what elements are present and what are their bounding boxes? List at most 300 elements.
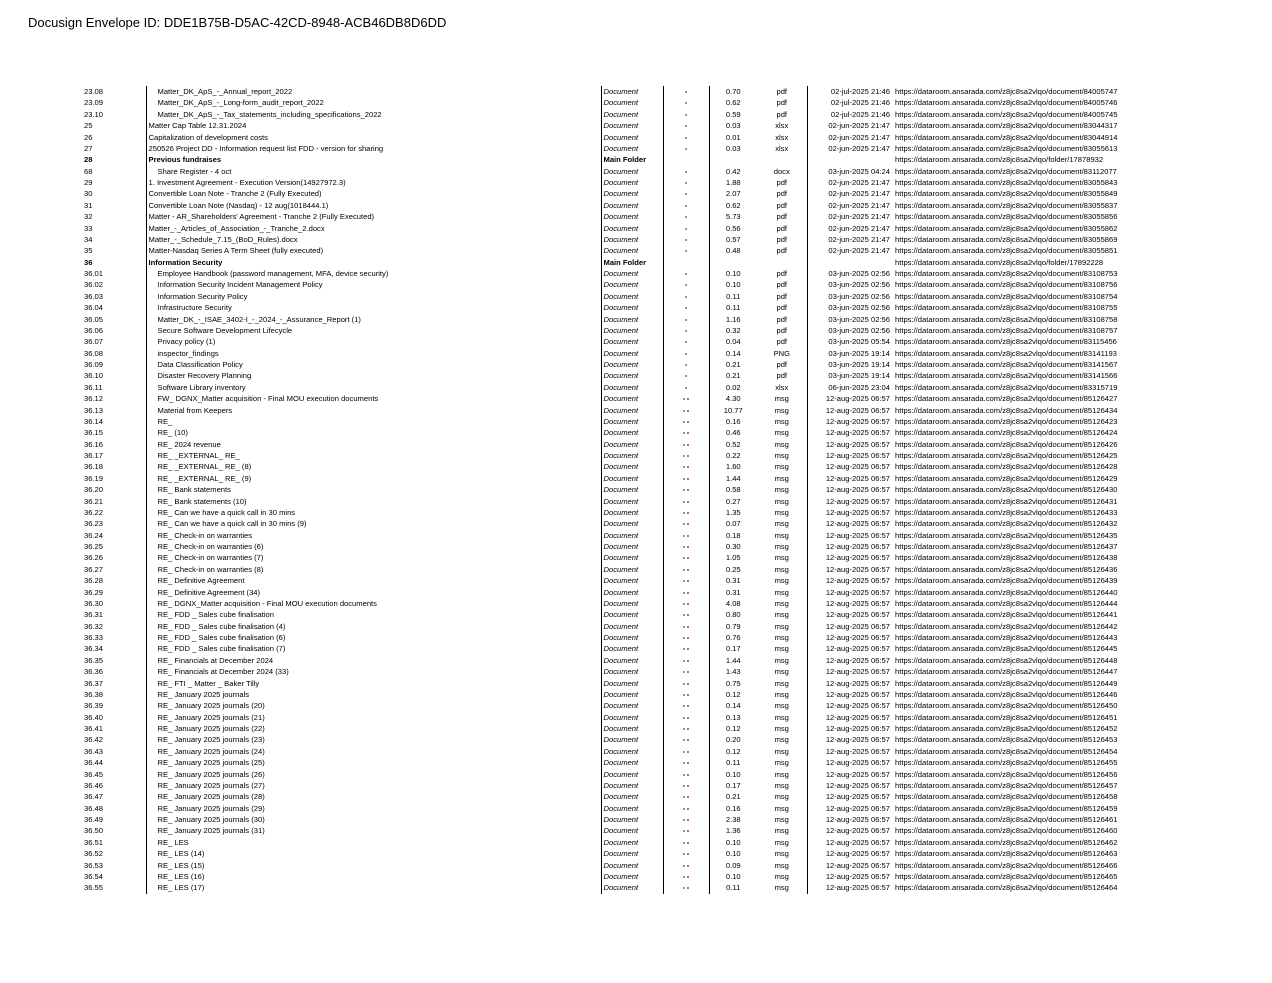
status-icons xyxy=(663,325,709,336)
file-size: 10.77 xyxy=(709,405,757,416)
red-dot-icon xyxy=(687,603,689,605)
file-size: 0.12 xyxy=(709,689,757,700)
table-row[interactable] xyxy=(0,803,1272,814)
document-link[interactable]: https://dataroom.ansarada.com/z8jc8sa2vlqo/document/85126428 xyxy=(895,462,1118,472)
document-link[interactable]: https://dataroom.ansarada.com/z8jc8sa2vlqo/document/85126447 xyxy=(895,667,1118,677)
document-link[interactable]: https://dataroom.ansarada.com/z8jc8sa2vlqo/document/85126439 xyxy=(895,576,1118,586)
item-name[interactable]: Infrastructure Security xyxy=(146,302,601,313)
item-name[interactable]: RE_ January 2025 journals (21) xyxy=(146,712,601,723)
document-link[interactable]: https://dataroom.ansarada.com/z8jc8sa2vlqo/document/85126433 xyxy=(895,507,1118,517)
table-row[interactable] xyxy=(0,302,1272,313)
status-icons xyxy=(663,769,709,780)
table-row[interactable] xyxy=(0,348,1272,359)
file-extension: msg xyxy=(774,780,789,790)
document-link[interactable]: https://dataroom.ansarada.com/z8jc8sa2vlqo/document/85126451 xyxy=(895,712,1118,722)
table-row[interactable] xyxy=(0,166,1272,177)
table-row[interactable] xyxy=(0,541,1272,552)
row-index: 36.37 xyxy=(84,678,104,688)
green-dot-icon xyxy=(683,853,685,855)
item-name[interactable]: Secure Software Development Lifecycle xyxy=(146,325,601,336)
red-dot-icon xyxy=(687,592,689,594)
document-link[interactable]: https://dataroom.ansarada.com/z8jc8sa2vlqo/document/83055862 xyxy=(895,223,1118,233)
document-link[interactable]: https://dataroom.ansarada.com/z8jc8sa2vlqo/document/85126425 xyxy=(895,451,1118,460)
document-link[interactable]: https://dataroom.ansarada.com/z8jc8sa2vlqo/document/85126434 xyxy=(895,405,1118,415)
item-name[interactable]: Privacy policy (1) xyxy=(146,336,601,347)
file-size: 1.16 xyxy=(709,314,757,325)
table-row[interactable] xyxy=(0,666,1272,677)
document-link[interactable]: https://dataroom.ansarada.com/z8jc8sa2vlqo/document/83055849 xyxy=(895,189,1118,199)
item-type: Document xyxy=(601,325,663,336)
file-size: 0.79 xyxy=(709,621,757,632)
item-name[interactable]: RE_ FDD _ Sales cube finalisation xyxy=(146,609,601,620)
table-row[interactable] xyxy=(0,507,1272,518)
document-link[interactable]: https://dataroom.ansarada.com/z8jc8sa2vlqo/document/83141193 xyxy=(895,348,1117,358)
file-extension: pdf xyxy=(776,269,788,278)
file-extension: msg xyxy=(774,587,789,597)
table-row[interactable] xyxy=(0,689,1272,700)
item-name[interactable]: RE_ Bank statements xyxy=(146,484,601,495)
document-link[interactable]: https://dataroom.ansarada.com/z8jc8sa2vlqo/document/85126426 xyxy=(895,439,1118,449)
item-name[interactable]: FW_ DGNX_Matter acquisition - Final MOU execution documents xyxy=(146,393,601,404)
document-link[interactable]: https://dataroom.ansarada.com/z8jc8sa2vlqo/document/85126462 xyxy=(895,837,1118,847)
item-type: Document xyxy=(601,291,663,302)
item-name[interactable]: Capitalization of development costs xyxy=(146,132,601,143)
status-icons xyxy=(663,632,709,643)
document-link[interactable]: https://dataroom.ansarada.com/z8jc8sa2vlqo/document/85126443 xyxy=(895,633,1118,642)
table-row[interactable] xyxy=(0,405,1272,416)
table-row[interactable] xyxy=(0,678,1272,689)
green-dot-icon xyxy=(683,432,685,434)
item-type: Document xyxy=(601,302,663,313)
document-link[interactable]: https://dataroom.ansarada.com/z8jc8sa2vlqo/document/83055851 xyxy=(895,246,1118,256)
document-link[interactable]: https://dataroom.ansarada.com/z8jc8sa2vlqo/document/85126435 xyxy=(895,530,1118,540)
green-dot-icon xyxy=(683,683,685,685)
file-size: 0.11 xyxy=(709,757,757,768)
status-icons xyxy=(663,188,709,199)
item-name[interactable]: Previous fundraises xyxy=(146,154,601,165)
table-row[interactable] xyxy=(0,814,1272,825)
document-link[interactable]: https://dataroom.ansarada.com/z8jc8sa2vlqo/document/85126436 xyxy=(895,564,1118,574)
file-size: 0.30 xyxy=(709,541,757,552)
item-name[interactable]: RE_ xyxy=(146,416,601,427)
document-link[interactable]: https://dataroom.ansarada.com/z8jc8sa2vlqo/document/85126440 xyxy=(895,587,1118,597)
upload-date: 03-jun-2025 02:56 xyxy=(807,302,893,313)
item-name[interactable]: Data Classification Policy xyxy=(146,359,601,370)
item-name[interactable]: Matter - AR_Shareholders' Agreement - Tranche 2 (Fully Executed) xyxy=(146,211,601,222)
row-index: 31 xyxy=(84,200,93,210)
table-row[interactable] xyxy=(0,496,1272,507)
table-row[interactable] xyxy=(0,245,1272,256)
item-name[interactable]: RE_ January 2025 journals (25) xyxy=(146,757,601,768)
item-name[interactable]: RE_ DGNX_Matter acquisition - Final MOU execution documents xyxy=(146,598,601,609)
item-type: Document xyxy=(601,769,663,780)
upload-date: 06-jun-2025 23:04 xyxy=(807,382,893,393)
item-name[interactable]: Information Security Policy xyxy=(146,291,601,302)
item-type: Document xyxy=(601,609,663,620)
table-row[interactable] xyxy=(0,746,1272,757)
document-link[interactable]: https://dataroom.ansarada.com/z8jc8sa2vlqo/document/85126441 xyxy=(895,610,1118,620)
file-extension: msg xyxy=(774,394,789,404)
table-row[interactable] xyxy=(0,314,1272,325)
item-name[interactable]: RE_ FTI _ Matter _ Baker Tilly xyxy=(146,678,601,689)
document-link[interactable]: https://dataroom.ansarada.com/z8jc8sa2vlqo/document/85126461 xyxy=(895,815,1118,824)
table-row[interactable] xyxy=(0,791,1272,802)
document-link[interactable]: https://dataroom.ansarada.com/z8jc8sa2vlqo/document/84005745 xyxy=(895,109,1118,119)
document-link[interactable]: https://dataroom.ansarada.com/z8jc8sa2vlqo/document/83055856 xyxy=(895,212,1118,222)
document-link[interactable]: https://dataroom.ansarada.com/z8jc8sa2vlqo/document/83108757 xyxy=(895,325,1118,335)
item-name[interactable]: RE_ January 2025 journals xyxy=(146,689,601,700)
document-link[interactable]: https://dataroom.ansarada.com/z8jc8sa2vlqo/document/83055613 xyxy=(895,143,1118,153)
upload-date: 12-aug-2025 06:57 xyxy=(807,678,893,689)
red-dot-icon xyxy=(687,648,689,650)
item-name[interactable]: 1. Investment Agreement - Execution Version(14927972.3) xyxy=(146,177,601,188)
status-icons xyxy=(663,143,709,154)
red-dot-icon xyxy=(687,683,689,685)
item-name[interactable]: Convertible Loan Note - Tranche 2 (Fully Executed) xyxy=(146,188,601,199)
item-name[interactable]: Matter_-_Articles_of_Association_-_Tranche_2.docx xyxy=(146,223,601,234)
file-extension: msg xyxy=(774,678,789,688)
item-name[interactable]: RE_ January 2025 journals (26) xyxy=(146,769,601,780)
document-link[interactable]: https://dataroom.ansarada.com/z8jc8sa2vlqo/document/85126455 xyxy=(895,758,1118,768)
table-row[interactable] xyxy=(0,587,1272,598)
item-name[interactable]: RE_ Can we have a quick call in 30 mins xyxy=(146,507,601,518)
file-extension: msg xyxy=(774,724,789,733)
item-type: Document xyxy=(601,746,663,757)
green-dot-icon xyxy=(685,296,687,298)
upload-date: 02-jul-2025 21:46 xyxy=(807,86,893,97)
document-link[interactable]: https://dataroom.ansarada.com/z8jc8sa2vlqo/folder/17892228 xyxy=(895,257,1104,267)
document-link[interactable]: https://dataroom.ansarada.com/z8jc8sa2vlqo/document/83141566 xyxy=(895,371,1118,381)
file-extension: msg xyxy=(774,542,789,551)
table-row[interactable] xyxy=(0,450,1272,461)
table-row[interactable] xyxy=(0,530,1272,541)
document-link[interactable]: https://dataroom.ansarada.com/z8jc8sa2vlqo/document/83044914 xyxy=(895,132,1118,142)
status-icons xyxy=(663,461,709,472)
row-index: 36.11 xyxy=(84,382,103,392)
item-name[interactable]: inspector_findings xyxy=(146,348,601,359)
row-index: 36.10 xyxy=(84,371,104,381)
document-link[interactable]: https://dataroom.ansarada.com/z8jc8sa2vlqo/document/83315719 xyxy=(895,382,1118,392)
table-row[interactable] xyxy=(0,86,1272,97)
upload-date: 12-aug-2025 06:57 xyxy=(807,416,893,427)
upload-date: 02-jun-2025 21:47 xyxy=(807,177,893,188)
file-size: 0.11 xyxy=(709,291,757,302)
table-row[interactable] xyxy=(0,609,1272,620)
item-name[interactable]: RE_ January 2025 journals (31) xyxy=(146,825,601,836)
green-dot-icon xyxy=(683,751,685,753)
item-name[interactable]: Matter_DK_ApS_-_Annual_report_2022 xyxy=(146,86,601,97)
table-row[interactable] xyxy=(0,120,1272,131)
table-row[interactable] xyxy=(0,848,1272,859)
table-row[interactable] xyxy=(0,700,1272,711)
file-size: 0.10 xyxy=(709,769,757,780)
document-link[interactable]: https://dataroom.ansarada.com/z8jc8sa2vlqo/document/85126463 xyxy=(895,849,1118,859)
table-row[interactable] xyxy=(0,188,1272,199)
upload-date: 03-jun-2025 04:24 xyxy=(807,166,893,177)
table-row[interactable] xyxy=(0,234,1272,245)
file-size: 0.48 xyxy=(709,245,757,256)
table-row[interactable] xyxy=(0,211,1272,222)
table-row[interactable] xyxy=(0,416,1272,427)
row-index: 36.27 xyxy=(84,564,104,574)
item-name[interactable]: RE_ Definitive Agreement xyxy=(146,575,601,586)
item-name[interactable]: RE_ _EXTERNAL_ RE_ (9) xyxy=(146,473,601,484)
table-row[interactable] xyxy=(0,325,1272,336)
table-row[interactable] xyxy=(0,860,1272,871)
item-type: Document xyxy=(601,461,663,472)
document-link[interactable]: https://dataroom.ansarada.com/z8jc8sa2vlqo/document/83055837 xyxy=(895,200,1118,210)
green-dot-icon xyxy=(683,694,685,696)
item-name[interactable]: Software Library inventory xyxy=(146,382,601,393)
table-row[interactable] xyxy=(0,552,1272,563)
item-name[interactable]: RE_ LES (17) xyxy=(146,882,601,893)
red-dot-icon xyxy=(687,830,689,832)
table-row[interactable] xyxy=(0,598,1272,609)
item-name[interactable]: RE_ FDD _ Sales cube finalisation (7) xyxy=(146,643,601,654)
table-row[interactable] xyxy=(0,643,1272,654)
table-row[interactable] xyxy=(0,734,1272,745)
green-dot-icon xyxy=(683,501,685,503)
table-row[interactable] xyxy=(0,757,1272,768)
item-name[interactable]: RE_ 2024 revenue xyxy=(146,439,601,450)
document-link[interactable]: https://dataroom.ansarada.com/z8jc8sa2vlqo/document/85126429 xyxy=(895,473,1118,483)
item-name[interactable]: RE_ January 2025 journals (22) xyxy=(146,723,601,734)
item-name[interactable]: RE_ January 2025 journals (28) xyxy=(146,791,601,802)
document-link[interactable]: https://dataroom.ansarada.com/z8jc8sa2vlqo/document/83108755 xyxy=(895,303,1118,313)
table-row[interactable] xyxy=(0,370,1272,381)
item-name[interactable]: Matter Cap Table 12.31.2024 xyxy=(146,120,601,131)
item-name[interactable]: Employee Handbook (password management, MFA, device security) xyxy=(146,268,601,279)
red-dot-icon xyxy=(687,421,689,423)
item-name[interactable]: RE_ Bank statements (10) xyxy=(146,496,601,507)
item-name[interactable]: RE_ Check-in on warranties (6) xyxy=(146,541,601,552)
item-name[interactable]: RE_ LES xyxy=(146,837,601,848)
item-type: Document xyxy=(601,211,663,222)
item-name[interactable]: RE_ January 2025 journals (29) xyxy=(146,803,601,814)
table-row[interactable] xyxy=(0,769,1272,780)
green-dot-icon xyxy=(685,228,687,230)
upload-date: 02-jun-2025 21:47 xyxy=(807,234,893,245)
table-row[interactable] xyxy=(0,882,1272,893)
item-name[interactable]: RE_ January 2025 journals (30) xyxy=(146,814,601,825)
green-dot-icon xyxy=(683,637,685,639)
table-row[interactable] xyxy=(0,575,1272,586)
item-name[interactable]: Share Register - 4 oct xyxy=(146,166,601,177)
green-dot-icon xyxy=(683,546,685,548)
status-icons xyxy=(663,518,709,529)
green-dot-icon xyxy=(683,489,685,491)
document-link[interactable]: https://dataroom.ansarada.com/z8jc8sa2vlqo/document/85126437 xyxy=(895,542,1118,551)
table-row[interactable] xyxy=(0,393,1272,404)
upload-date xyxy=(807,154,893,165)
item-name[interactable]: Material from Keepers xyxy=(146,405,601,416)
file-extension: pdf xyxy=(776,337,788,347)
table-row[interactable] xyxy=(0,336,1272,347)
upload-date: 02-jun-2025 21:47 xyxy=(807,188,893,199)
document-link[interactable]: https://dataroom.ansarada.com/z8jc8sa2vlqo/document/84005747 xyxy=(895,87,1118,96)
item-name[interactable]: RE_ January 2025 journals (27) xyxy=(146,780,601,791)
file-extension: msg xyxy=(774,746,789,756)
document-link[interactable]: https://dataroom.ansarada.com/z8jc8sa2vlqo/document/85126450 xyxy=(895,701,1118,711)
document-link[interactable]: https://dataroom.ansarada.com/z8jc8sa2vlqo/document/85126460 xyxy=(895,826,1118,836)
item-name[interactable]: RE_ LES (15) xyxy=(146,860,601,871)
folder-row[interactable] xyxy=(0,257,1272,268)
table-row[interactable] xyxy=(0,564,1272,575)
table-row[interactable] xyxy=(0,143,1272,154)
table-row[interactable] xyxy=(0,109,1272,120)
row-index: 23.09 xyxy=(84,98,104,108)
table-row[interactable] xyxy=(0,473,1272,484)
status-icons xyxy=(663,405,709,416)
document-link[interactable]: https://dataroom.ansarada.com/z8jc8sa2vlqo/document/85126430 xyxy=(895,485,1118,495)
item-name[interactable]: RE_ Check-in on warranties (7) xyxy=(146,552,601,563)
item-name[interactable]: RE_ Check-in on warranties (8) xyxy=(146,564,601,575)
document-link[interactable]: https://dataroom.ansarada.com/z8jc8sa2vlqo/document/83044317 xyxy=(895,121,1118,131)
green-dot-icon xyxy=(683,819,685,821)
document-link[interactable]: https://dataroom.ansarada.com/z8jc8sa2vlqo/document/85126432 xyxy=(895,519,1118,529)
item-name[interactable]: 250526 Project DD - Information request list FDD - version for sharing xyxy=(146,143,601,154)
item-name[interactable]: Matter-Nasdaq Series A Term Sheet (fully executed) xyxy=(146,245,601,256)
table-row[interactable] xyxy=(0,268,1272,279)
item-name[interactable]: Convertible Loan Note (Nasdaq) - 12 aug(1018444.1) xyxy=(146,200,601,211)
status-icons xyxy=(663,370,709,381)
status-icons xyxy=(663,552,709,563)
item-name[interactable]: RE_ January 2025 journals (24) xyxy=(146,746,601,757)
folder-row[interactable] xyxy=(0,154,1272,165)
document-link[interactable]: https://dataroom.ansarada.com/z8jc8sa2vlqo/document/85126424 xyxy=(895,428,1118,438)
document-link[interactable]: https://dataroom.ansarada.com/z8jc8sa2vlqo/document/84005746 xyxy=(895,98,1118,108)
document-link[interactable]: https://dataroom.ansarada.com/z8jc8sa2vlqo/document/83108756 xyxy=(895,280,1118,290)
document-link[interactable]: https://dataroom.ansarada.com/z8jc8sa2vlqo/folder/17878932 xyxy=(895,155,1104,165)
row-index: 34 xyxy=(84,234,93,244)
table-row[interactable] xyxy=(0,359,1272,370)
document-link[interactable]: https://dataroom.ansarada.com/z8jc8sa2vlqo/document/85126454 xyxy=(895,746,1118,756)
item-name[interactable]: Matter_DK_ApS_-_Tax_statements_including_specifications_2022 xyxy=(146,109,601,120)
document-link[interactable]: https://dataroom.ansarada.com/z8jc8sa2vlqo/document/85126423 xyxy=(895,416,1118,426)
item-name[interactable]: Disaster Recovery Planning xyxy=(146,370,601,381)
table-row[interactable] xyxy=(0,712,1272,723)
table-row[interactable] xyxy=(0,461,1272,472)
table-row[interactable] xyxy=(0,177,1272,188)
item-name[interactable]: RE_ _EXTERNAL_ RE_ xyxy=(146,450,601,461)
item-name[interactable]: Matter_DK_ApS_-_Long-form_audit_report_2022 xyxy=(146,97,601,108)
document-link[interactable]: https://dataroom.ansarada.com/z8jc8sa2vlqo/document/85126457 xyxy=(895,780,1118,790)
document-link[interactable]: https://dataroom.ansarada.com/z8jc8sa2vlqo/document/85126431 xyxy=(895,496,1118,506)
document-link[interactable]: https://dataroom.ansarada.com/z8jc8sa2vlqo/document/85126459 xyxy=(895,803,1118,813)
table-row[interactable] xyxy=(0,427,1272,438)
item-name[interactable]: RE_ LES (16) xyxy=(146,871,601,882)
item-type: Document xyxy=(601,848,663,859)
table-row[interactable] xyxy=(0,484,1272,495)
table-row[interactable] xyxy=(0,279,1272,290)
document-link[interactable]: https://dataroom.ansarada.com/z8jc8sa2vlqo/document/85126445 xyxy=(895,644,1118,654)
table-row[interactable] xyxy=(0,723,1272,734)
table-row[interactable] xyxy=(0,382,1272,393)
table-row[interactable] xyxy=(0,780,1272,791)
document-link[interactable]: https://dataroom.ansarada.com/z8jc8sa2vlqo/document/85126453 xyxy=(895,735,1118,745)
document-link[interactable]: https://dataroom.ansarada.com/z8jc8sa2vlqo/document/83108753 xyxy=(895,269,1118,278)
document-link[interactable]: https://dataroom.ansarada.com/z8jc8sa2vlqo/document/85126427 xyxy=(895,394,1118,404)
document-link[interactable]: https://dataroom.ansarada.com/z8jc8sa2vlqo/document/85126438 xyxy=(895,553,1118,563)
item-name[interactable]: RE_ Financials at December 2024 (33) xyxy=(146,666,601,677)
table-row[interactable] xyxy=(0,837,1272,848)
item-name[interactable]: RE_ Definitive Agreement (34) xyxy=(146,587,601,598)
document-link[interactable]: https://dataroom.ansarada.com/z8jc8sa2vlqo/document/85126448 xyxy=(895,655,1118,665)
upload-date: 12-aug-2025 06:57 xyxy=(807,791,893,802)
table-row[interactable] xyxy=(0,518,1272,529)
item-name[interactable]: RE_ FDD _ Sales cube finalisation (6) xyxy=(146,632,601,643)
status-icons xyxy=(663,621,709,632)
item-name[interactable]: RE_ Financials at December 2024 xyxy=(146,655,601,666)
table-row[interactable] xyxy=(0,632,1272,643)
table-row[interactable] xyxy=(0,439,1272,450)
item-type: Document xyxy=(601,678,663,689)
item-name[interactable]: Matter_DK_-_ISAE_3402-I_-_2024_-_Assurance_Report (1) xyxy=(146,314,601,325)
document-link[interactable]: https://dataroom.ansarada.com/z8jc8sa2vlqo/document/85126452 xyxy=(895,724,1118,733)
table-row[interactable] xyxy=(0,655,1272,666)
item-type: Document xyxy=(601,860,663,871)
table-row[interactable] xyxy=(0,97,1272,108)
document-link[interactable]: https://dataroom.ansarada.com/z8jc8sa2vlqo/document/83108758 xyxy=(895,314,1118,324)
item-name[interactable]: RE_ _EXTERNAL_ RE_ (8) xyxy=(146,461,601,472)
file-size: 0.57 xyxy=(709,234,757,245)
table-row[interactable] xyxy=(0,132,1272,143)
green-dot-icon xyxy=(683,876,685,878)
item-name[interactable]: RE_ (10) xyxy=(146,427,601,438)
document-link[interactable]: https://dataroom.ansarada.com/z8jc8sa2vlqo/document/83141567 xyxy=(895,360,1118,369)
document-link[interactable]: https://dataroom.ansarada.com/z8jc8sa2vlqo/document/85126465 xyxy=(895,871,1118,881)
green-dot-icon xyxy=(683,444,685,446)
table-row[interactable] xyxy=(0,291,1272,302)
document-link[interactable]: https://dataroom.ansarada.com/z8jc8sa2vlqo/document/83115456 xyxy=(895,337,1117,347)
table-row[interactable] xyxy=(0,223,1272,234)
item-name[interactable]: RE_ Can we have a quick call in 30 mins (9) xyxy=(146,518,601,529)
document-link[interactable]: https://dataroom.ansarada.com/z8jc8sa2vlqo/document/83112077 xyxy=(895,166,1117,176)
table-row[interactable] xyxy=(0,825,1272,836)
document-link[interactable]: https://dataroom.ansarada.com/z8jc8sa2vlqo/document/85126446 xyxy=(895,689,1118,699)
table-row[interactable] xyxy=(0,200,1272,211)
row-index: 36.48 xyxy=(84,803,104,813)
document-link[interactable]: https://dataroom.ansarada.com/z8jc8sa2vlqo/document/85126464 xyxy=(895,883,1118,893)
item-name[interactable]: Matter_-_Schedule_7.15_(BoD_Rules).docx xyxy=(146,234,601,245)
item-name[interactable]: RE_ FDD _ Sales cube finalisation (4) xyxy=(146,621,601,632)
document-link[interactable]: https://dataroom.ansarada.com/z8jc8sa2vlqo/document/85126442 xyxy=(895,621,1118,631)
item-name[interactable]: Information Security Incident Management Policy xyxy=(146,279,601,290)
item-name[interactable]: RE_ LES (14) xyxy=(146,848,601,859)
row-index: 36.50 xyxy=(84,826,104,836)
document-link[interactable]: https://dataroom.ansarada.com/z8jc8sa2vlqo/document/83055869 xyxy=(895,234,1118,244)
document-link[interactable]: https://dataroom.ansarada.com/z8jc8sa2vlqo/document/83055843 xyxy=(895,178,1118,187)
item-name[interactable]: RE_ January 2025 journals (20) xyxy=(146,700,601,711)
document-link[interactable]: https://dataroom.ansarada.com/z8jc8sa2vlqo/document/83108754 xyxy=(895,291,1118,301)
item-name[interactable]: RE_ Check-in on warranties xyxy=(146,530,601,541)
table-row[interactable] xyxy=(0,621,1272,632)
document-link[interactable]: https://dataroom.ansarada.com/z8jc8sa2vlqo/document/85126466 xyxy=(895,860,1118,870)
table-row[interactable] xyxy=(0,871,1272,882)
status-icons xyxy=(663,837,709,848)
file-extension: pdf xyxy=(776,98,788,108)
status-icons xyxy=(663,336,709,347)
document-link[interactable]: https://dataroom.ansarada.com/z8jc8sa2vlqo/document/85126456 xyxy=(895,769,1118,779)
file-size: 0.12 xyxy=(709,723,757,734)
item-name[interactable]: RE_ January 2025 journals (23) xyxy=(146,734,601,745)
document-link[interactable]: https://dataroom.ansarada.com/z8jc8sa2vlqo/document/85126458 xyxy=(895,792,1118,802)
document-link[interactable]: https://dataroom.ansarada.com/z8jc8sa2vlqo/document/85126444 xyxy=(895,598,1118,608)
upload-date: 12-aug-2025 06:57 xyxy=(807,621,893,632)
item-name[interactable]: Information Security xyxy=(146,257,601,268)
document-link[interactable]: https://dataroom.ansarada.com/z8jc8sa2vlqo/document/85126449 xyxy=(895,678,1118,688)
item-type: Document xyxy=(601,496,663,507)
